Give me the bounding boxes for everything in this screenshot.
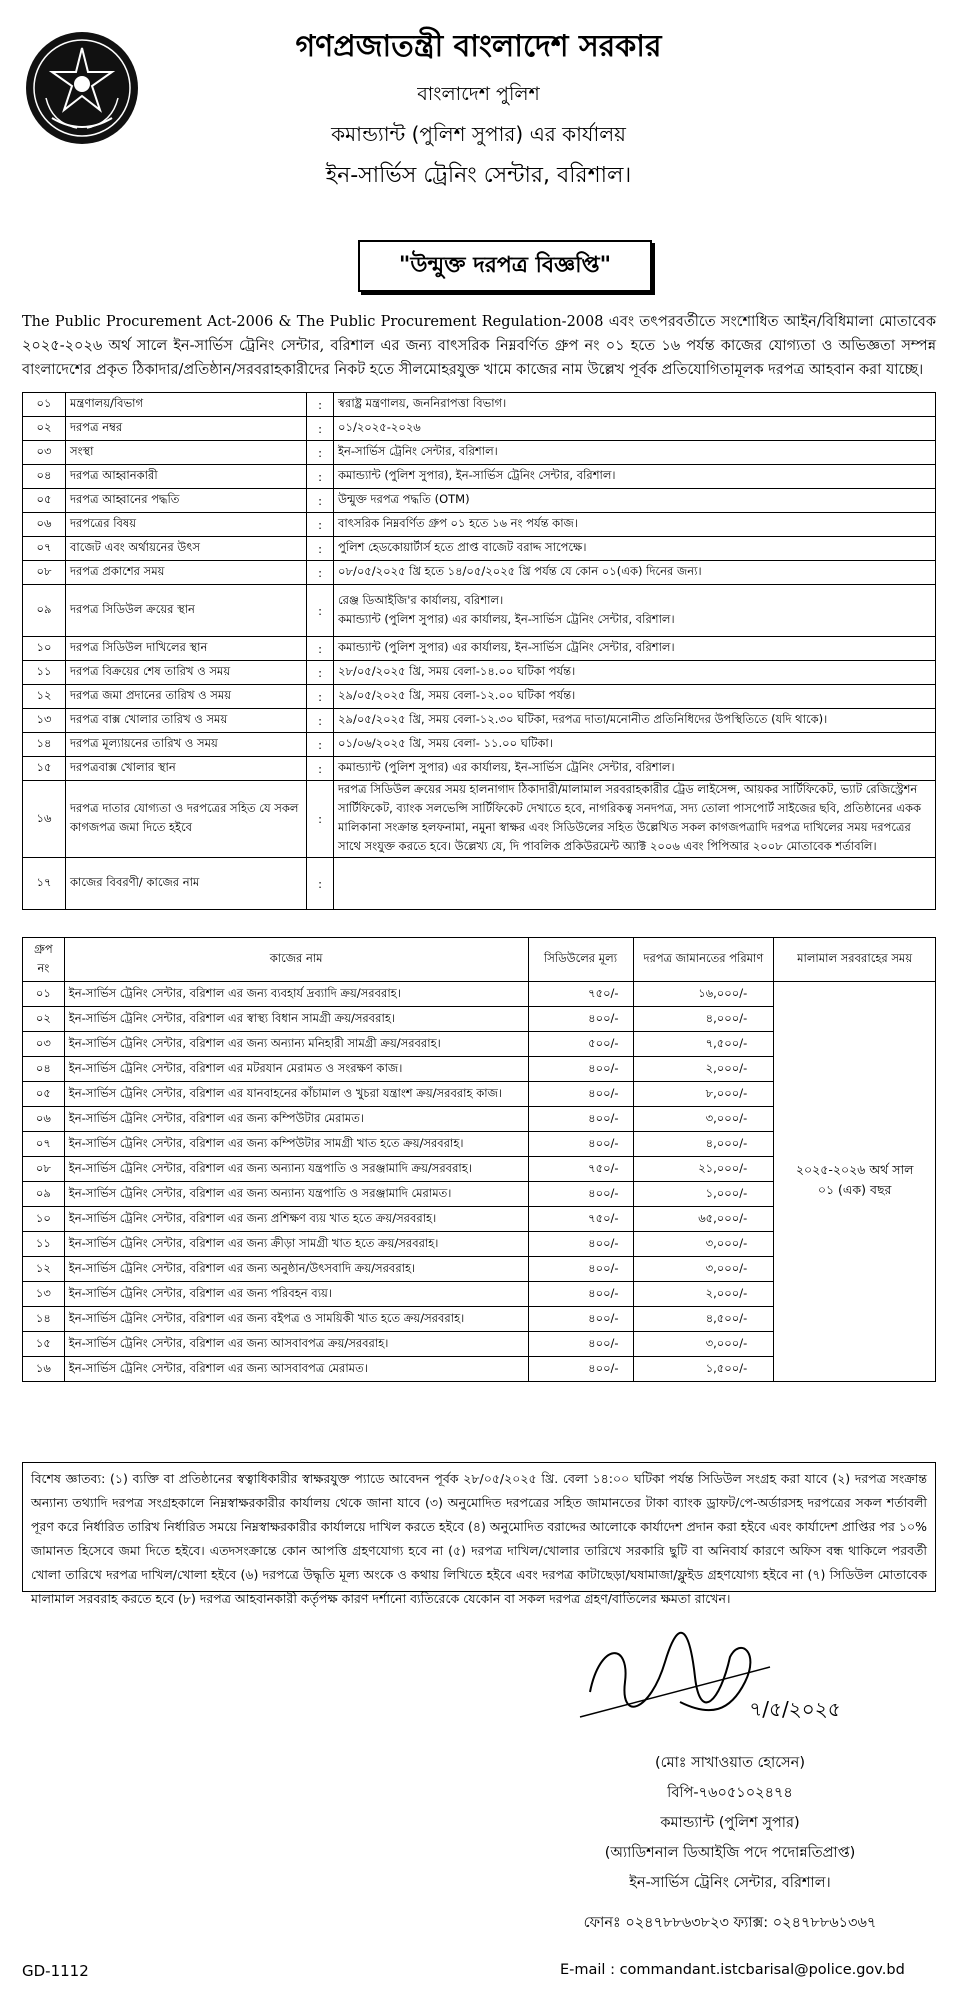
group-no: ১৩ xyxy=(23,1282,65,1307)
work-name: ইন-সার্ভিস ট্রেনিং সেন্টার, বরিশাল এর মটরযান মেরামত ও সংরক্ষণ কাজ। xyxy=(64,1057,528,1082)
info-separator: : xyxy=(307,661,334,685)
info-separator: : xyxy=(307,441,334,465)
info-value-line: কমান্ড্যান্ট (পুলিশ সুপার) এর কার্যালয়, ইন-সার্ভিস ট্রেনিং সেন্টার, বরিশাল। xyxy=(338,611,675,626)
info-separator: : xyxy=(307,733,334,757)
work-groups-table xyxy=(22,937,936,1382)
info-no: ০৬ xyxy=(23,513,66,537)
schedule-price: ৪০০/- xyxy=(528,1232,633,1257)
info-separator: : xyxy=(307,465,334,489)
security-amount: ১,০০০/- xyxy=(633,1182,774,1207)
info-value: স্বরাষ্ট্র মন্ত্রণালয়, জননিরাপত্তা বিভাগ। xyxy=(334,393,936,417)
schedule-price: ৪০০/- xyxy=(528,1132,633,1157)
info-separator: : xyxy=(307,709,334,733)
security-amount: ৪,০০০/- xyxy=(633,1132,774,1157)
info-row xyxy=(23,661,936,685)
supply-time-duration: ০১ (এক) বছর xyxy=(817,1181,892,1197)
info-no: ০৭ xyxy=(23,537,66,561)
signatory-name: (মোঃ সাখাওয়াত হোসেন) xyxy=(655,1755,805,1771)
schedule-price: ৪০০/- xyxy=(528,1357,633,1382)
info-separator: : xyxy=(307,417,334,441)
work-name: ইন-সার্ভিস ট্রেনিং সেন্টার, বরিশাল এর জন্য আসবাবপত্র মেরামত। xyxy=(64,1357,528,1382)
info-no: ১১ xyxy=(23,661,66,685)
info-no: ১৪ xyxy=(23,733,66,757)
info-value xyxy=(334,858,936,910)
group-no: ১৬ xyxy=(23,1357,65,1382)
signatory-organization: ইন-সার্ভিস ট্রেনিং সেন্টার, বরিশাল। xyxy=(629,1875,831,1891)
work-name: ইন-সার্ভিস ট্রেনিং সেন্টার, বরিশাল এর জন্য কম্পিউটার সামগ্রী খাত হতে ক্রয়/সরবরাহ। xyxy=(64,1132,528,1157)
supply-time-year: ২০২৫-২০২৬ অর্থ সাল xyxy=(795,1161,914,1177)
info-value: কমান্ড্যান্ট (পুলিশ সুপার), ইন-সার্ভিস ট্রেনিং সেন্টার, বরিশাল। xyxy=(334,465,936,489)
info-label: দরপত্র প্রকাশের সময় xyxy=(66,561,307,585)
info-value: কমান্ড্যান্ট (পুলিশ সুপার) এর কার্যালয়, ইন-সার্ভিস ট্রেনিং সেন্টার, বরিশাল। xyxy=(334,637,936,661)
info-value: উন্মুক্ত দরপত্র পদ্ধতি (OTM) xyxy=(334,489,936,513)
security-amount: ৮,০০০/- xyxy=(633,1082,774,1107)
group-no: ০৬ xyxy=(23,1107,65,1132)
supply-time-cell xyxy=(774,982,936,1382)
security-amount-header: দরপত্র জামানতের পরিমাণ xyxy=(633,938,774,982)
info-row xyxy=(23,537,936,561)
info-separator: : xyxy=(307,757,334,781)
info-separator: : xyxy=(307,685,334,709)
work-name: ইন-সার্ভিস ট্রেনিং সেন্টার, বরিশাল এর জন্য অনুষ্ঠান/উৎসবাদি ক্রয়/সরবরাহ। xyxy=(64,1257,528,1282)
security-amount: ৩,০০০/- xyxy=(633,1107,774,1132)
info-label: বাজেট এবং অর্থায়নের উৎস xyxy=(66,537,307,561)
work-name: ইন-সার্ভিস ট্রেনিং সেন্টার, বরিশাল এর জন্য অন্যান্য যন্ত্রপাতি ও সরঞ্জামাদি মেরামত। xyxy=(64,1182,528,1207)
work-name: ইন-সার্ভিস ট্রেনিং সেন্টার, বরিশাল এর জন্য ব্যবহার্য দ্রব্যাদি ক্রয়/সরবরাহ। xyxy=(64,982,528,1007)
info-separator: : xyxy=(307,537,334,561)
work-name: ইন-সার্ভিস ট্রেনিং সেন্টার, বরিশাল এর জন্য বইপত্র ও সাময়িকী খাত হতে ক্রয়/সরবরাহ। xyxy=(64,1307,528,1332)
work-name: ইন-সার্ভিস ট্রেনিং সেন্টার, বরিশাল এর জন্য ক্রীড়া সামগ্রী খাত হতে ক্রয়/সরবরাহ। xyxy=(64,1232,528,1257)
security-amount: ৩,০০০/- xyxy=(633,1232,774,1257)
info-no: ১২ xyxy=(23,685,66,709)
info-label: দরপত্র মূল্যায়নের তারিখ ও সময় xyxy=(66,733,307,757)
schedule-price: ৪০০/- xyxy=(528,1107,633,1132)
work-name: ইন-সার্ভিস ট্রেনিং সেন্টার, বরিশাল এর জন্য অন্যান্য মনিহারী সামগ্রী ক্রয়/সরবরাহ। xyxy=(64,1032,528,1057)
group-no: ১৫ xyxy=(23,1332,65,1357)
info-separator: : xyxy=(307,489,334,513)
security-amount: ২,০০০/- xyxy=(633,1282,774,1307)
security-amount: ৩,০০০/- xyxy=(633,1332,774,1357)
group-no: ০৩ xyxy=(23,1032,65,1057)
work-name: ইন-সার্ভিস ট্রেনিং সেন্টার, বরিশাল এর জন্য পরিবহন ব্যয়। xyxy=(64,1282,528,1307)
letterhead xyxy=(0,0,957,230)
intro-paragraph: The Public Procurement Act-2006 & The Public Procurement Regulation-2008 এবং তৎপরবর্তীতে সংশোধিত আইন/বিধিমালা মোতাবেক ২০২৫-২০২৬ অর্থ সালে ইন-সার্ভিস ট্রেনিং সেন্টার, বরিশাল এর জন্য বাৎসরিক নিম্নবর্ণিত গ্রুপ নং ০১ হতে ১৬ পর্যন্ত কাজের যোগ্যতা ও অভিজ্ঞতা সম্পন্ন বাংলাদেশের প্রকৃত ঠিকাদার/প্রতিষ্ঠান/সরবরাহকারীদের নিকট হতে সীলমোহরযুক্ত খামে কাজের নাম উল্লেখ পূর্বক প্রতিযোগিতামূলক দরপত্র আহবান করা যাচ্ছে। xyxy=(22,314,936,378)
info-row xyxy=(23,585,936,637)
info-no: ১০ xyxy=(23,637,66,661)
info-value: বাৎসরিক নিম্নবর্ণিত গ্রুপ ০১ হতে ১৬ নং পর্যন্ত কাজ। xyxy=(334,513,936,537)
info-separator: : xyxy=(307,781,334,858)
group-no: ১১ xyxy=(23,1232,65,1257)
info-value: ০৮/০৫/২০২৫ খ্রি হতে ১৪/০৫/২০২৫ খ্রি পর্যন্ত যে কোন ০১(এক) দিনের জন্য। xyxy=(334,561,936,585)
security-amount: ১৬,০০০/- xyxy=(633,982,774,1007)
group-no-header: গ্রুপ নং xyxy=(23,938,65,982)
info-value: ২৯/০৫/২০২৫ খ্রি, সময় বেলা-১২.০০ ঘটিকা পর্যন্ত। xyxy=(334,685,936,709)
info-value: ২৯/০৫/২০২৫ খ্রি, সময় বেলা-১২.৩০ ঘটিকা, দরপত্র দাতা/মনোনীত প্রতিনিধিদের উপস্থিতিতে (যদি থাকে)। xyxy=(334,709,936,733)
info-row xyxy=(23,441,936,465)
info-label: দরপত্র আহ্বানের পদ্ধতি xyxy=(66,489,307,513)
info-row xyxy=(23,781,936,858)
schedule-price: ৪০০/- xyxy=(528,1007,633,1032)
schedule-price: ৭৫০/- xyxy=(528,982,633,1007)
info-no: ০৪ xyxy=(23,465,66,489)
info-no: ১৫ xyxy=(23,757,66,781)
info-no: ১৩ xyxy=(23,709,66,733)
info-row xyxy=(23,858,936,910)
schedule-price: ৪০০/- xyxy=(528,1182,633,1207)
work-name: ইন-সার্ভিস ট্রেনিং সেন্টার, বরিশাল এর স্বাস্থ্য বিধান সামগ্রী ক্রয়/সরবরাহ। xyxy=(64,1007,528,1032)
group-no: ০১ xyxy=(23,982,65,1007)
info-row xyxy=(23,637,936,661)
group-no: ০৪ xyxy=(23,1057,65,1082)
info-separator: : xyxy=(307,585,334,637)
work-name: ইন-সার্ভিস ট্রেনিং সেন্টার, বরিশাল এর জন্য আসবাবপত্র ক্রয়/সরবরাহ। xyxy=(64,1332,528,1357)
info-label: দরপত্র বাক্স খোলার তারিখ ও সময় xyxy=(66,709,307,733)
security-amount: ১,৫০০/- xyxy=(633,1357,774,1382)
tender-info-table xyxy=(22,392,936,910)
group-no: ০৭ xyxy=(23,1132,65,1157)
info-row xyxy=(23,709,936,733)
schedule-price: ৪০০/- xyxy=(528,1332,633,1357)
security-amount: ৬৫,০০০/- xyxy=(633,1207,774,1232)
schedule-price-header: সিডিউলের মূল্য xyxy=(528,938,633,982)
work-name: ইন-সার্ভিস ট্রেনিং সেন্টার, বরিশাল এর জন্য প্রশিক্ষণ ব্যয় খাত হতে ক্রয়/সরবরাহ। xyxy=(64,1207,528,1232)
info-value: কমান্ড্যান্ট (পুলিশ সুপার) এর কার্যালয়, ইন-সার্ভিস ট্রেনিং সেন্টার, বরিশাল। xyxy=(334,757,936,781)
info-row xyxy=(23,561,936,585)
group-no: ০৮ xyxy=(23,1157,65,1182)
supply-time-header: মালামাল সরবরাহের সময় xyxy=(774,938,936,982)
group-row xyxy=(23,982,936,1007)
signatory-title: কমান্ড্যান্ট (পুলিশ সুপার) xyxy=(660,1815,800,1831)
info-separator: : xyxy=(307,858,334,910)
info-separator: : xyxy=(307,637,334,661)
security-amount: ২,০০০/- xyxy=(633,1057,774,1082)
info-value-line: রেঞ্জ ডিআইজি'র কার্যালয়, বরিশাল। xyxy=(338,592,504,607)
schedule-price: ৪০০/- xyxy=(528,1082,633,1107)
security-amount: ৩,০০০/- xyxy=(633,1257,774,1282)
info-label: দরপত্রবাক্স খোলার স্থান xyxy=(66,757,307,781)
info-label: কাজের বিবরণী/ কাজের নাম xyxy=(66,858,307,910)
info-no: ১৭ xyxy=(23,858,66,910)
info-label: দরপত্র সিডিউল ক্রয়ের স্থান xyxy=(66,585,307,637)
info-label: মন্ত্রণালয়/বিভাগ xyxy=(66,393,307,417)
notice-title: "উন্মুক্ত দরপত্র বিজ্ঞপ্তি" xyxy=(358,240,652,292)
group-no: ১২ xyxy=(23,1257,65,1282)
info-separator: : xyxy=(307,513,334,537)
schedule-price: ৫০০/- xyxy=(528,1032,633,1057)
work-name-header: কাজের নাম xyxy=(64,938,528,982)
info-value: দরপত্র সিডিউল ক্রয়ের সময় হালনাগাদ ঠিকাদারী/মালামাল সরবরাহকারীর ট্রেড লাইসেন্স, আয়কর সার্টিফিকেট, ভ্যাট রেজিস্ট্রেশন সার্টিফিকেট, ব্যাংক সলভেন্সি সার্টিফিকেট দেখাতে হবে, নাগরিকত্ব সনদপত্র, সদ্য তোলা পাসপোর্ট সাইজের ছবি, প্রতিষ্ঠানের একক মালিকানা সংক্রান্ত হলফনামা, নমুনা স্বাক্ষর এবং সিডিউলের সহিত উল্লেখিত সকল কাগজপত্রাদি দরপত্র দাখিলের সময় দরপত্রের সাথে সংযুক্ত করতে হবে। উল্লেখ্য যে, দি পাবলিক প্রকিউরমেন্ট অ্যাক্ট ২০০৬ এবং পিপিআর ২০০৮ মোতাবেক শর্তাবলি। xyxy=(334,781,936,858)
gd-code: GD-1112 xyxy=(22,1962,89,1980)
info-label: দরপত্র আহ্বানকারী xyxy=(66,465,307,489)
info-no: ০৫ xyxy=(23,489,66,513)
info-label: সংস্থা xyxy=(66,441,307,465)
security-amount: ২১,০০০/- xyxy=(633,1157,774,1182)
info-value: পুলিশ হেডকোয়ার্টার্স হতে প্রাপ্ত বাজেট বরাদ্দ সাপেক্ষে। xyxy=(334,537,936,561)
schedule-price: ৪০০/- xyxy=(528,1057,633,1082)
work-name: ইন-সার্ভিস ট্রেনিং সেন্টার, বরিশাল এর জন্য অন্যান্য যন্ত্রপাতি ও সরঞ্জামাদি ক্রয়/সরবরাহ। xyxy=(64,1157,528,1182)
info-value: ০১/২০২৫-২০২৬ xyxy=(334,417,936,441)
info-separator: : xyxy=(307,561,334,585)
info-value: ২৮/০৫/২০২৫ খ্রি, সময় বেলা-১৪.০০ ঘটিকা পর্যন্ত। xyxy=(334,661,936,685)
info-no: ০৩ xyxy=(23,441,66,465)
info-no: ১৬ xyxy=(23,781,66,858)
security-amount: ৪,৫০০/- xyxy=(633,1307,774,1332)
work-name: ইন-সার্ভিস ট্রেনিং সেন্টার, বরিশাল এর যানবাহনের কাঁচামাল ও খুচরা যন্ত্রাংশ ক্রয়/সরবরাহ কাজ। xyxy=(64,1082,528,1107)
info-label: দরপত্রের বিষয় xyxy=(66,513,307,537)
schedule-price: ৪০০/- xyxy=(528,1282,633,1307)
info-row xyxy=(23,733,936,757)
police-title: বাংলাদেশ পুলিশ xyxy=(417,83,540,105)
info-value: ০১/০৬/২০২৫ খ্রি, সময় বেলা- ১১.০০ ঘটিকা। xyxy=(334,733,936,757)
info-row xyxy=(23,685,936,709)
info-no: ০১ xyxy=(23,393,66,417)
group-no: ১৪ xyxy=(23,1307,65,1332)
center-title: ইন-সার্ভিস ট্রেনিং সেন্টার, বরিশাল। xyxy=(325,163,632,188)
group-no: ০৯ xyxy=(23,1182,65,1207)
group-no: ০২ xyxy=(23,1007,65,1032)
security-amount: ৪,০০০/- xyxy=(633,1007,774,1032)
work-name: ইন-সার্ভিস ট্রেনিং সেন্টার, বরিশাল এর জন্য কম্পিউটার মেরামত। xyxy=(64,1107,528,1132)
contact-phone-fax: ফোনঃ ০২৪৭৮৮৬৩৮২৩ ফ্যাক্স: ০২৪৭৮৮৬১৩৬৭ xyxy=(583,1915,877,1931)
schedule-price: ৪০০/- xyxy=(528,1257,633,1282)
group-no: ০৫ xyxy=(23,1082,65,1107)
office-title: কমান্ড্যান্ট (পুলিশ সুপার) এর কার্যালয় xyxy=(331,122,626,146)
schedule-price: ৪০০/- xyxy=(528,1307,633,1332)
info-row xyxy=(23,465,936,489)
security-amount: ৭,৫০০/- xyxy=(633,1032,774,1057)
info-row xyxy=(23,489,936,513)
group-no: ১০ xyxy=(23,1207,65,1232)
info-row xyxy=(23,393,936,417)
info-label: দরপত্র নম্বর xyxy=(66,417,307,441)
info-separator: : xyxy=(307,393,334,417)
info-no: ০৮ xyxy=(23,561,66,585)
info-row xyxy=(23,757,936,781)
info-no: ০৯ xyxy=(23,585,66,637)
info-value: ইন-সার্ভিস ট্রেনিং সেন্টার, বরিশাল। xyxy=(334,441,936,465)
schedule-price: ৭৫০/- xyxy=(528,1157,633,1182)
info-label: দরপত্র দাতার যোগ্যতা ও দরপত্রের সহিত যে সকল কাগজপত্র জমা দিতে হইবে xyxy=(66,781,307,858)
info-label: দরপত্র বিক্রয়ের শেষ তারিখ ও সময় xyxy=(66,661,307,685)
signature-date: ৭/৫/২০২৫ xyxy=(749,1697,841,1721)
info-row xyxy=(23,513,936,537)
special-notes: বিশেষ জ্ঞাতব্য: (১) ব্যক্তি বা প্রতিষ্ঠানের স্বত্বাধিকারীর স্বাক্ষরযুক্ত প্যাডে আবেদন পূর্বক ২৮/০৫/২০২৫ খ্রি. বেলা ১৪:০০ ঘটিকা পর্যন্ত সিডিউল সংগ্রহ করা যাবে (২) দরপত্র সংক্রান্ত অন্যান্য তথ্যাদি দরপত্র সংগ্রহকালে নিম্নস্বাক্ষরকারীর কার্যালয় থেকে জানা যাবে (৩) অনুমোদিত দরপত্রের সহিত জামানতের টাকা ব্যাংক ড্রাফট/পে-অর্ডারসহ দরপত্রের সকল শর্তাবলী পূরণ করে নির্ধারিত তারিখ নির্ধারিত সময়ে নিম্নস্বাক্ষরকারীর কার্যালয়ে দাখিল করতে হইবে (৪) অনুমোদিত বরাদ্দের আলোকে কার্যাদেশ প্রদান করা হইবে এবং কার্যাদেশ প্রাপ্তির পর ১০% জামানত হিসেবে জমা দিতে হইবে। এতদসংক্রান্তে কোন আপত্তি গ্রহণযোগ্য হবে না (৫) দরপত্র দাখিল/খোলার তারিখে সরকারি ছুটি বা অনিবার্য কারণে অফিস বন্ধ থাকিলে পরবর্তী খোলা তারিখে দরপত্র দাখিল/খোলা হইবে (৬) দরপত্রে উদ্ধৃতি মূল্য অংকে ও কথায় লিখিতে হইবে এবং দরপত্র কাটাছেড়া/ঘষামাজা/ফ্লুইড গ্রহণযোগ্য হইবে না (৭) সিডিউল মোতাবেক মালামাল সরবরাহ করতে হবে (৮) দরপত্র আহবানকারী কর্তৃপক্ষ কারণ দর্শানো ব্যতিরেকে যেকোন বা সকল দরপত্র গ্রহণ/বাতিলের ক্ষমতা রাখেন। xyxy=(22,1462,936,1592)
schedule-price: ৭৫০/- xyxy=(528,1207,633,1232)
contact-email[interactable]: E-mail : commandant.istcbarisal@police.gov.bd xyxy=(560,1962,905,1978)
info-no: ০২ xyxy=(23,417,66,441)
info-value xyxy=(334,585,936,637)
info-label: দরপত্র জমা প্রদানের তারিখ ও সময় xyxy=(66,685,307,709)
signatory-promotion-note: (অ্যাডিশনাল ডিআইজি পদে পদোন্নতিপ্রাপ্ত) xyxy=(604,1845,856,1861)
info-row xyxy=(23,417,936,441)
info-label: দরপত্র সিডিউল দাখিলের স্থান xyxy=(66,637,307,661)
signatory-bp-number: বিপি-৭৬০৫১০২৪৭৪ xyxy=(667,1785,793,1801)
government-title: গণপ্রজাতন্ত্রী বাংলাদেশ সরকার xyxy=(295,29,662,64)
